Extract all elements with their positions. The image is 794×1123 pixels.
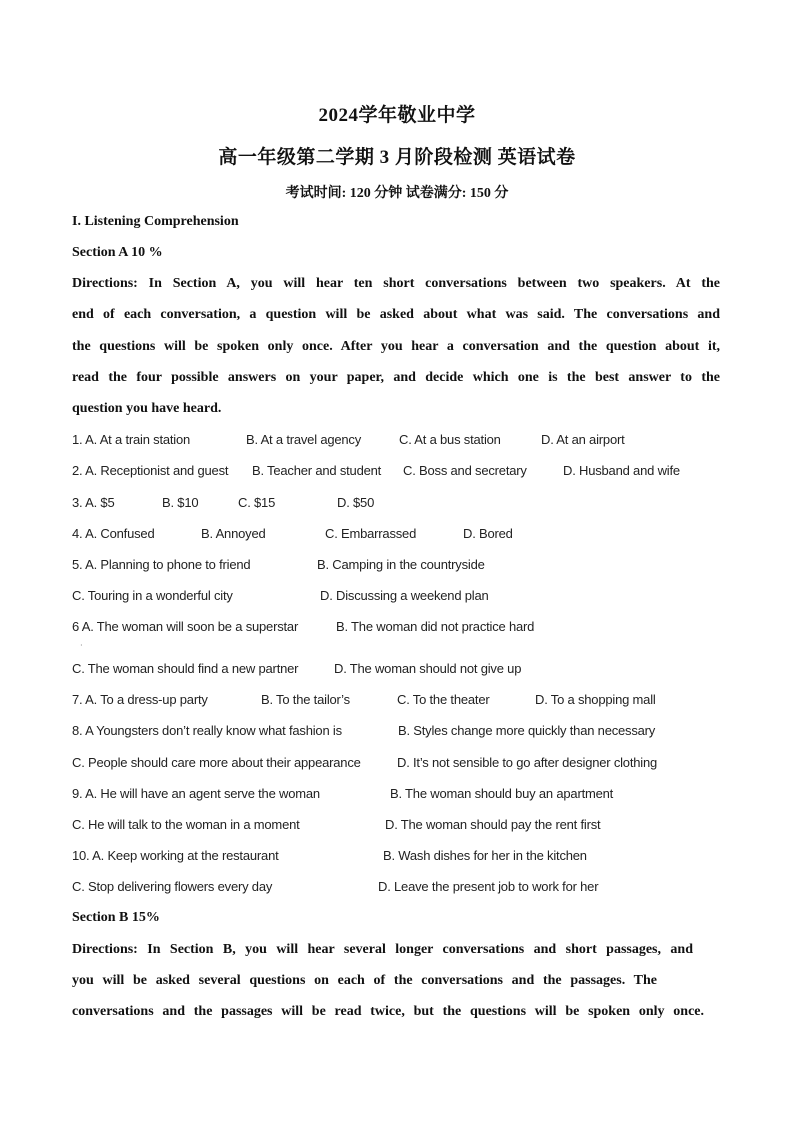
q6-option-b: B. The woman did not practice hard [336, 619, 535, 634]
q4-option-a: 4. A. Confused [72, 526, 155, 541]
q4-option-c: C. Embarrassed [325, 526, 417, 541]
q3-option-a: 3. A. $5 [72, 495, 115, 510]
q9-option-d: D. The woman should pay the rent first [385, 817, 601, 832]
q9-option-a: 9. A. He will have an agent serve the woman [72, 786, 320, 801]
q8-option-b: B. Styles change more quickly than necessary [398, 723, 656, 738]
section-b-title: Section B 15% [72, 910, 160, 925]
q2-option-b: B. Teacher and student [252, 463, 382, 478]
section-a-directions-line-4: read the four possible answers on your paper, and decide which one is the best answer to the [72, 370, 720, 385]
section-b-directions-line-1: Directions: In Section B, you will hear several longer conversations and short passages, and [72, 942, 693, 957]
school-title: 2024学年敬业中学 [318, 105, 476, 126]
q8-option-a: 8. A Youngsters don’t really know what fashion is [72, 723, 342, 738]
q1-option-b: B. At a travel agency [246, 432, 362, 447]
section-b-directions-line-2: you will be asked several questions on each of the conversations and the passages. The [72, 973, 657, 988]
q2-option-d: D. Husband and wife [563, 463, 680, 478]
q3-option-d: D. $50 [337, 495, 375, 510]
q8-option-d: D. It’s not sensible to go after designer clothing [397, 755, 658, 770]
q5-option-c: C. Touring in a wonderful city [72, 588, 233, 603]
q2-option-c: C. Boss and secretary [403, 463, 527, 478]
section-a-title: Section A 10 % [72, 245, 163, 260]
q3-option-c: C. $15 [238, 495, 276, 510]
q9-option-b: B. The woman should buy an apartment [390, 786, 614, 801]
section-a-directions-line-5: question you have heard. [72, 401, 222, 416]
q3-option-b: B. $10 [162, 495, 199, 510]
q7-option-b: B. To the tailor’s [261, 692, 350, 707]
q5-option-a: 5. A. Planning to phone to friend [72, 557, 251, 572]
q2-option-a: 2. A. Receptionist and guest [72, 463, 229, 478]
q7-option-d: D. To a shopping mall [535, 692, 656, 707]
q5-option-d: D. Discussing a weekend plan [320, 588, 489, 603]
q7-option-a: 7. A. To a dress-up party [72, 692, 208, 707]
q5-option-b: B. Camping in the countryside [317, 557, 485, 572]
q6-option-a: 6 A. The woman will soon be a superstar [72, 619, 299, 634]
q6-option-d: D. The woman should not give up [334, 661, 522, 676]
q7-option-c: C. To the theater [397, 692, 490, 707]
part-title: I. Listening Comprehension [72, 214, 239, 229]
exam-info: 考试时间: 120 分钟 试卷满分: 150 分 [285, 186, 509, 201]
q4-option-d: D. Bored [463, 526, 513, 541]
q9-option-c: C. He will talk to the woman in a moment [72, 817, 300, 832]
stray-mark: · [80, 641, 83, 650]
section-a-directions-line-2: end of each conversation, a question will be asked about what was said. The conversations and [72, 307, 720, 322]
q10-option-d: D. Leave the present job to work for her [378, 879, 599, 894]
q1-option-d: D. At an airport [541, 432, 625, 447]
q6-option-c: C. The woman should find a new partner [72, 661, 299, 676]
q10-option-a: 10. A. Keep working at the restaurant [72, 848, 279, 863]
section-b-directions-line-3: conversations and the passages will be read twice, but the questions will be spoken only once. [72, 1004, 704, 1019]
q1-option-c: C. At a bus station [399, 432, 501, 447]
section-a-directions-line-3: the questions will be spoken only once. After you hear a conversation and the question about it, [72, 339, 720, 354]
q8-option-c: C. People should care more about their appearance [72, 755, 361, 770]
q1-option-a: 1. A. At a train station [72, 432, 191, 447]
section-a-directions-line-1: Directions: In Section A, you will hear ten short conversations between two speakers. At the [72, 276, 720, 291]
q10-option-c: C. Stop delivering flowers every day [72, 879, 273, 894]
q4-option-b: B. Annoyed [201, 526, 266, 541]
q10-option-b: B. Wash dishes for her in the kitchen [383, 848, 587, 863]
exam-title: 高一年级第二学期 3 月阶段检测 英语试卷 [218, 147, 576, 168]
